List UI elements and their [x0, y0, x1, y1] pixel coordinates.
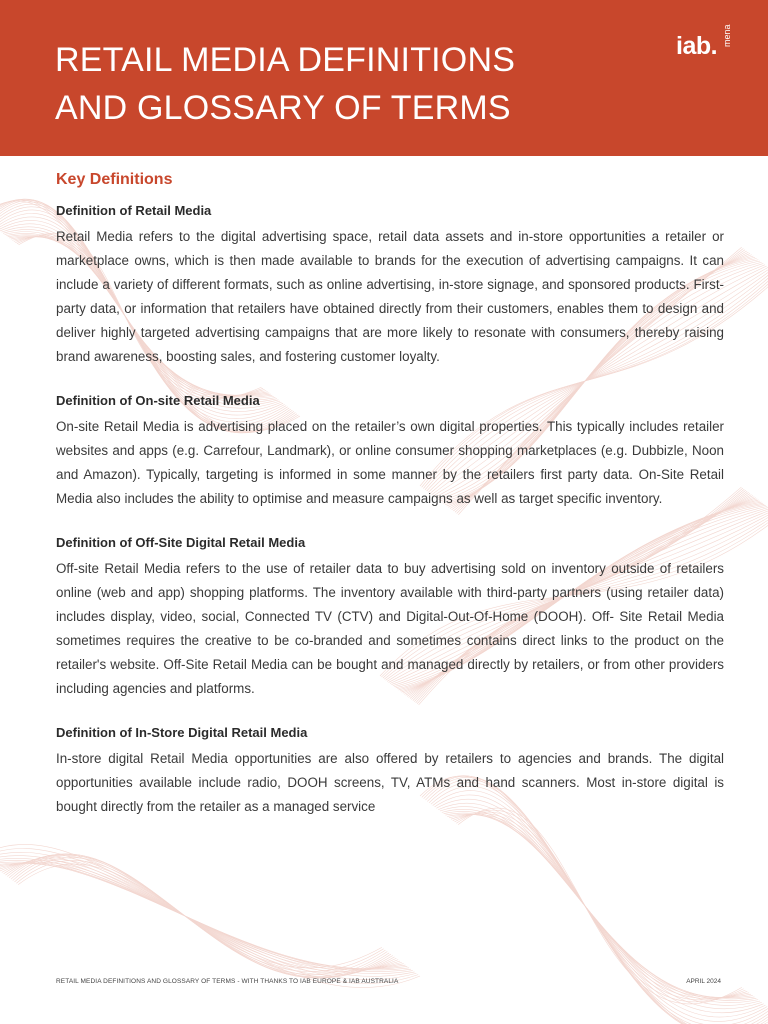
decorative-wave-line — [0, 862, 402, 970]
decorative-wave-line — [4, 857, 397, 975]
page-title — [55, 36, 515, 132]
decorative-wave-line — [0, 856, 415, 977]
definition-section — [56, 533, 724, 701]
decorative-wave-line — [16, 860, 383, 971]
decorative-wave-line — [9, 854, 391, 978]
footer-date: APRIL 2024 — [686, 978, 721, 985]
decorative-wave-line — [13, 855, 388, 976]
decorative-wave-line — [18, 864, 382, 968]
decorative-wave-line — [0, 863, 405, 968]
decorative-wave-line — [0, 861, 400, 972]
decorative-wave-line — [0, 863, 404, 969]
decorative-wave-line — [2, 859, 398, 973]
main-content — [56, 168, 724, 841]
decorative-wave-line — [0, 860, 411, 971]
decorative-wave-line — [0, 858, 413, 973]
iab-mena-logo — [676, 26, 756, 66]
key-definitions-heading: Key Definitions — [56, 171, 173, 188]
decorative-wave-line — [0, 863, 407, 969]
page-title-line-1: RETAIL MEDIA DEFINITIONS — [55, 41, 516, 79]
decorative-wave-line — [0, 848, 418, 983]
logo-text: iab. — [676, 32, 718, 60]
decorative-wave-line — [0, 852, 416, 979]
decorative-wave-line — [15, 858, 386, 975]
section-body: Retail Media refers to the digital advertising space, retail data assets and in-store opportunities a retailer or marketplace owns, which is then made available to brands for the execution of advertising campaigns. It can include a variety of different formats, such as online advertising, in-store signage, and sponsored products. First-party data, or information that retailers have obtained directly from their customers, enables them to design and deliver highly targeted advertising campaigns that are more likely to resonate with consumers, thereby raising brand awareness, boosting sales, and fostering customer loyalty. — [56, 229, 724, 364]
definition-section — [56, 391, 724, 511]
decorative-wave-line — [11, 854, 389, 978]
page-title-line-2: AND GLOSSARY OF TERMS — [55, 89, 511, 127]
section-body: On-site Retail Media is advertising placed on the retailer’s own digital properties. This typically includes retailer websites and apps (e.g. Carrefour, Landmark), or online consumer shopping marketplaces (e.g. Dubbizle, Noon and Amazon). Typically, targeting is informed in some manner by the retailers first party data. On-Site Retail Media also includes the ability to optimise and measure campaigns as well as target specific inventory. — [56, 419, 724, 506]
logo-subtext: mena — [722, 24, 732, 47]
section-body: Off-site Retail Media refers to the use of retailer data to buy advertising sold on inventory outside of retailers online (web and app) shopping platforms. The inventory available with third-party partners (using retailer data) includes display, video, social, Connected TV (CTV) and Digital-Out-Of-Home (DOOH). Off- Site Retail Media sometimes requires the creative to be co-branded and sometimes contains direct links to the product on the retailer's website. Off-Site Retail Media can be bought and managed directly by retailers, or from other providers including agencies and platforms. — [56, 561, 724, 696]
section-heading: Definition of In-Store Digital Retail Media — [56, 725, 308, 740]
decorative-wave-line — [453, 814, 748, 999]
decorative-wave-line — [7, 854, 392, 977]
section-body: In-store digital Retail Media opportunities are also offered by retailers to agencies and brands. The digital opportunities available include radio, DOOH screens, TV, ATMs and hand scanners. Most in-store digital is bought directly from the retailer as a managed service — [56, 751, 724, 814]
decorative-wave-line — [447, 814, 752, 998]
definition-section — [56, 201, 724, 369]
section-heading: Definition of Off-Site Digital Retail Media — [56, 535, 306, 550]
definition-section — [56, 723, 724, 819]
decorative-wave-line — [449, 815, 751, 998]
section-heading: Definition of Retail Media — [56, 203, 212, 218]
decorative-wave-line — [451, 814, 749, 997]
decorative-wave-line — [0, 844, 420, 987]
footer-document-title: RETAIL MEDIA DEFINITIONS AND GLOSSARY OF TERMS - WITH THANKS TO IAB EUROPE & IAB AUSTRALIA — [56, 978, 399, 985]
section-heading: Definition of On-site Retail Media — [56, 393, 260, 408]
decorative-wave-line — [0, 862, 409, 970]
page-header — [0, 0, 768, 156]
decorative-wave-line — [5, 855, 394, 976]
